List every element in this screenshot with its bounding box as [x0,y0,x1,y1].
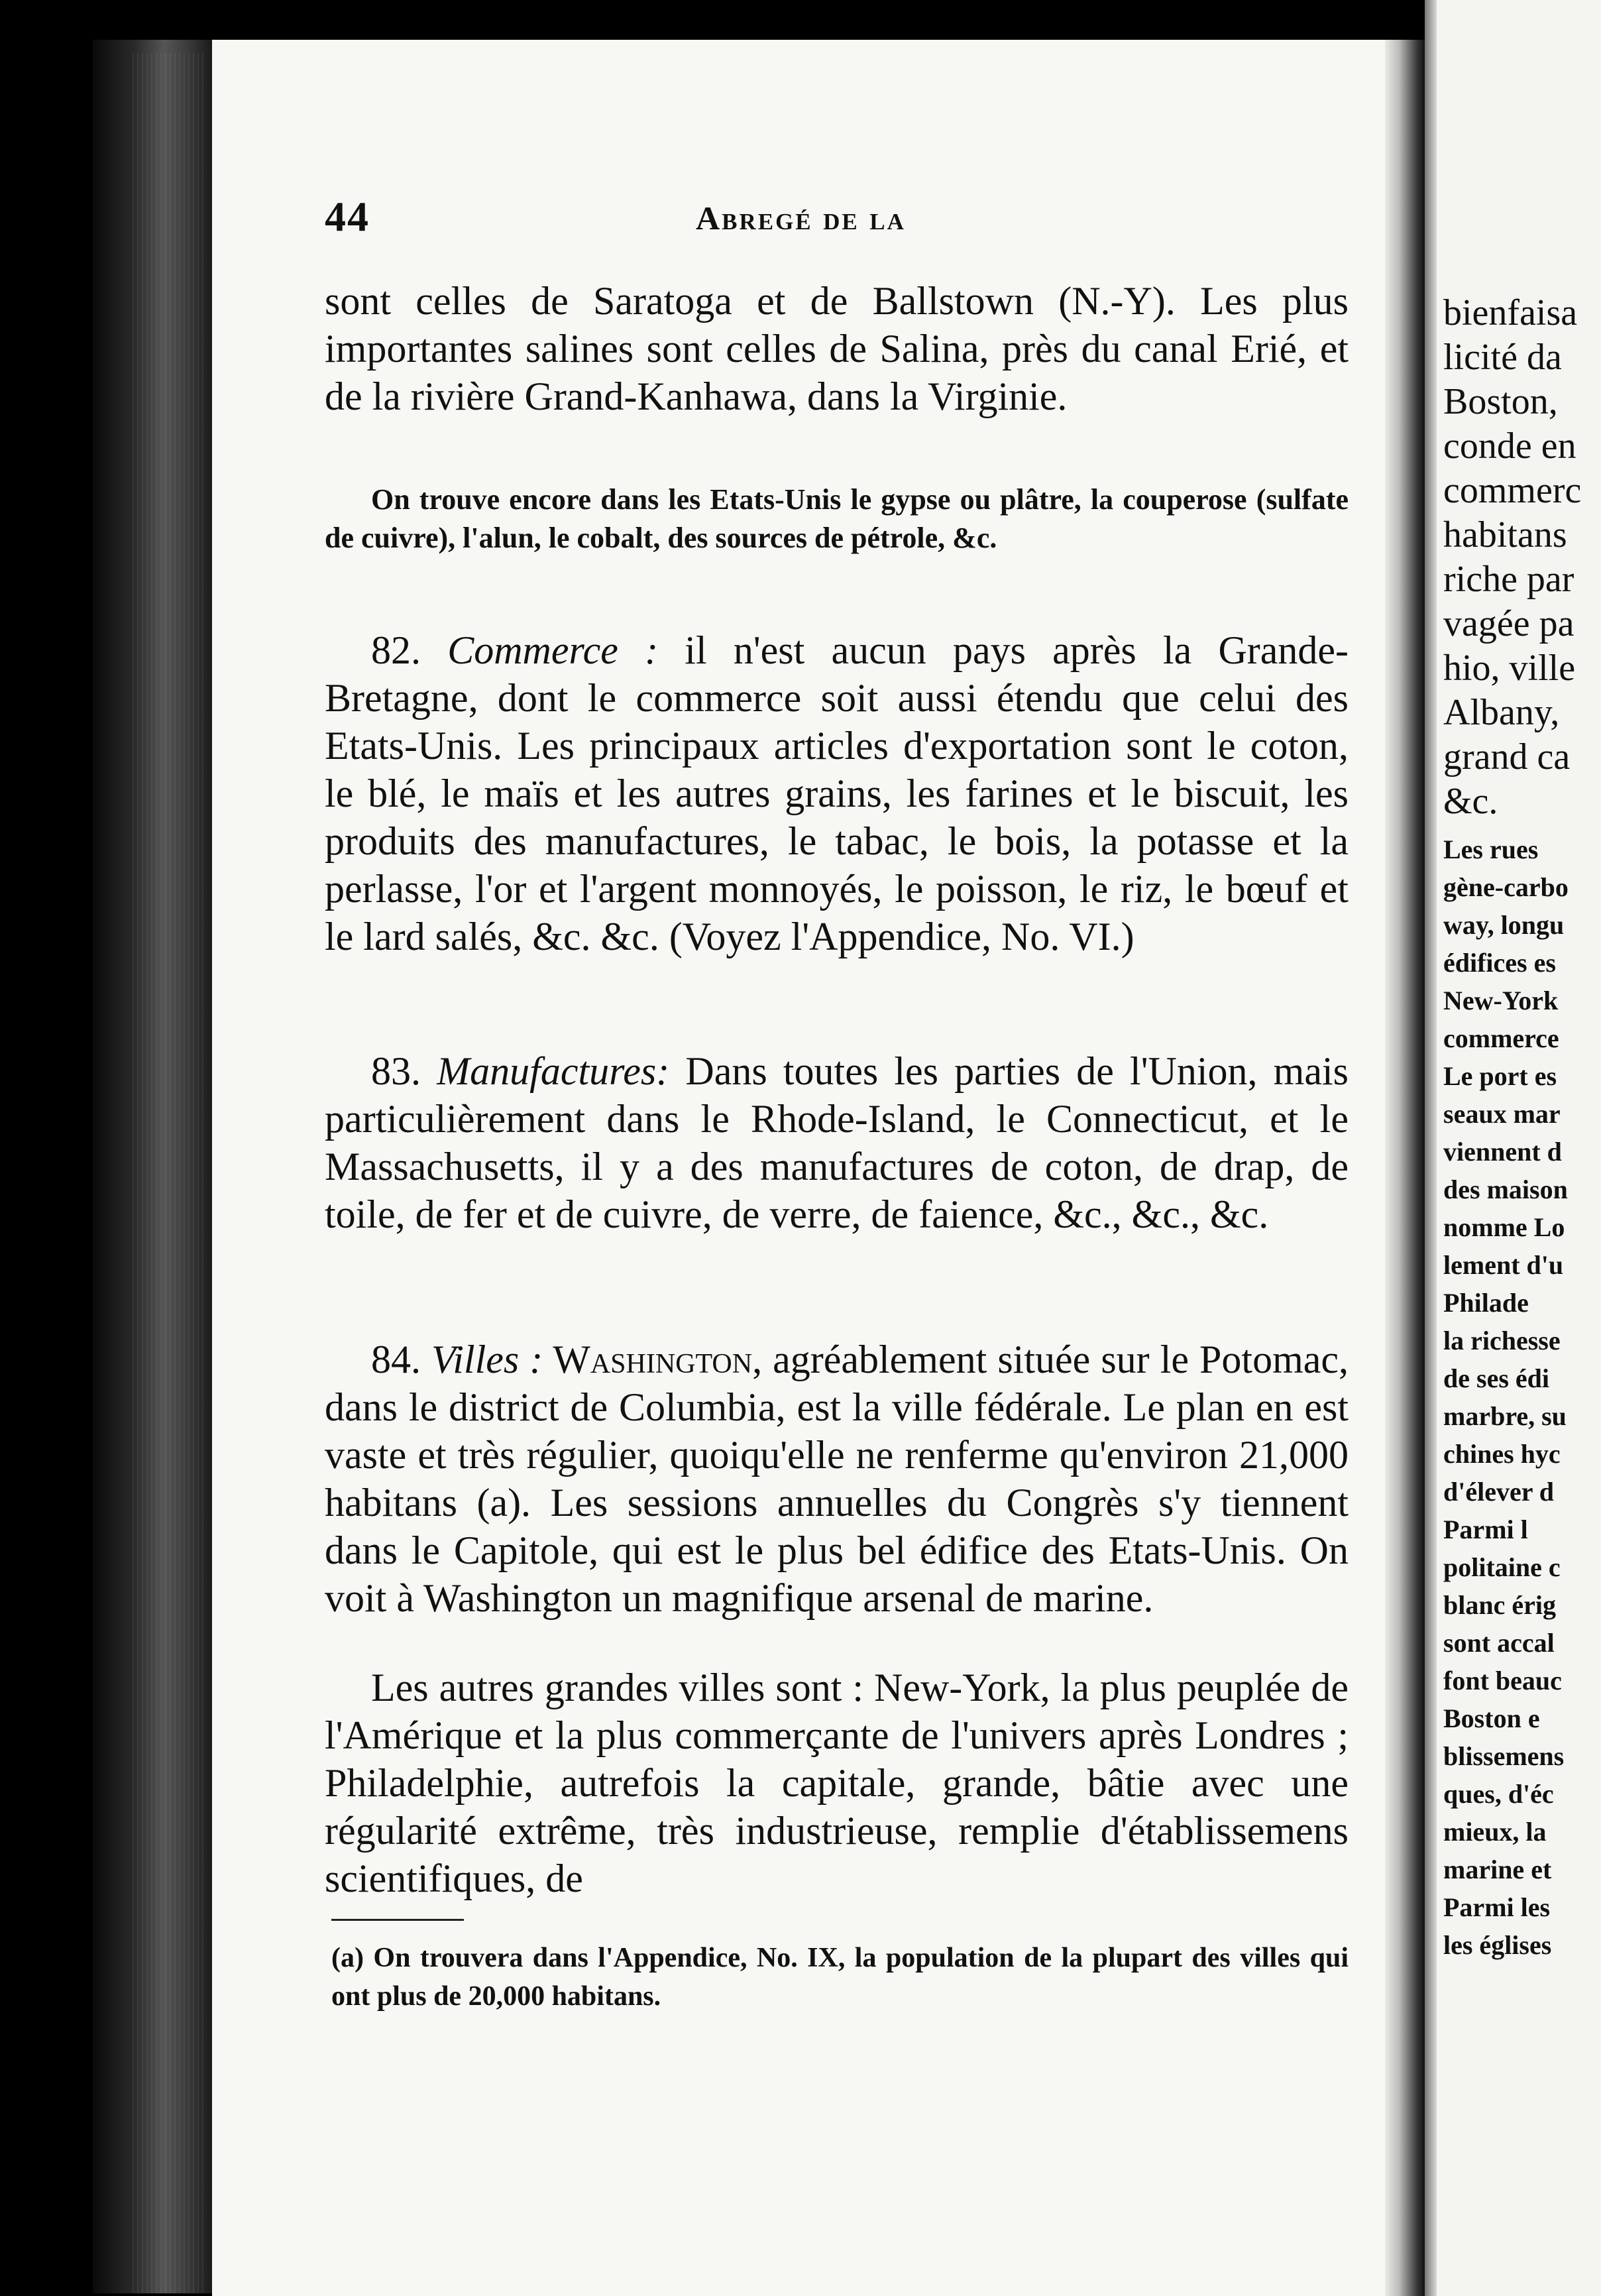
section-number: 83. [371,1049,421,1093]
city-name-washington: Washington, [543,1338,763,1381]
right-page-line: riche par [1443,559,1574,600]
right-page-line: seaux mar [1443,1099,1561,1129]
section-title: Villes : [431,1338,543,1381]
right-page-line: nomme Lo [1443,1212,1565,1242]
section-82-commerce [325,626,1349,960]
right-page-line: d'élever d [1443,1477,1555,1507]
footnote-rule [331,1919,464,1921]
right-page-line: les églises [1443,1930,1552,1960]
paragraph-other-cities [325,1664,1349,1902]
right-page-line: grand ca [1443,736,1571,777]
right-page-line: chines hyc [1443,1439,1561,1469]
section-text: il n'est aucun pays après la Grande-Bretagne, dont le commerce soit aussi étendu que celui des Etats-Unis. Les principaux articles d'exportation sont le coton, le blé, le maïs et les autres grains, les farines et le biscuit, les produits des manufactures, le tabac, le bois, la potasse et la perlasse, l'or et l'argent monnoyés, le poisson, le riz, le bœuf et le lard salés, &c. &c. (Voyez l'Appendice, No. VI.) [325,628,1349,958]
section-paragraph [325,1047,1349,1238]
right-page-line: Albany, [1443,692,1560,733]
right-page-line: Philade [1443,1288,1529,1318]
paragraph-text: sont celles de Saratoga et de Ballstown (N.-Y). Les plus importantes salines sont celles de Salina, près du canal Erié, et de la rivière Grand-Kanhawa, dans la Virginie. [325,279,1349,418]
paragraph-text: On trouve encore dans les Etats-Unis le gypse ou plâtre, la couperose (sulfate de cuivre), l'alun, le cobalt, des sources de pétrole, &c. [325,483,1349,554]
footnote: (a) On trouvera dans l'Appendice, No. IX, la population de la plupart des villes qui ont plus de 20,000 habitans. [331,1943,1349,2012]
right-page-line: Boston, [1443,381,1558,422]
right-page-line: Parmi les [1443,1892,1551,1922]
section-number: 84. [371,1338,421,1381]
right-page-line: New-York [1443,986,1559,1015]
paragraph-minerals [325,481,1349,557]
right-page-line: des maison [1443,1175,1568,1204]
right-page-line: &c. [1443,781,1498,822]
page-gutter-shadow [1385,40,1425,2296]
right-page-line: blissemens [1443,1741,1565,1771]
right-page-line: lement d'u [1443,1250,1564,1280]
right-page-line: Boston e [1443,1703,1540,1733]
section-84-villes [325,1336,1349,1622]
right-page-line: bienfaisa [1443,292,1578,333]
right-page-line: marine et [1443,1855,1552,1884]
right-page-line: politaine c [1443,1552,1561,1582]
right-page-line: Le port es [1443,1061,1557,1091]
running-head: Abregé de la [696,200,906,237]
section-text: agréablement située sur le Potomac, dans le district de Columbia, est la ville fédérale. Le plan en est vaste et très régulier, quoiqu'elle ne renferme qu'environ 21,000 habitans (a). Les sessions annuelles du Congrès s'y tiennent dans le Capitole, qui est le plus bel édifice des Etats-Unis. On voit à Washington un magnifique arsenal de marine. [325,1338,1349,1620]
right-page-line: gène-carbo [1443,872,1569,902]
section-paragraph [325,626,1349,960]
right-page-line: la richesse [1443,1326,1561,1355]
section-title: Commerce : [447,628,659,672]
right-page-line: hio, ville [1443,648,1576,689]
right-page-line: Parmi l [1443,1515,1528,1544]
right-page-shadow [1425,0,1437,2296]
right-page-line: vagée pa [1443,603,1574,644]
right-page-line: de ses édi [1443,1363,1549,1393]
paragraph-text: Les autres grandes villes sont : New-York, la plus peuplée de l'Amérique et la plus commerçante de l'univers après Londres ; Philadelphie, autrefois la capitale, grande, bâtie avec une régularité extrême, très industrieuse, remplie d'établissemens scientifiques, de [325,1666,1349,1900]
right-page-line: ques, d'éc [1443,1779,1554,1809]
section-paragraph [325,1336,1349,1622]
right-page-line: commerce [1443,1023,1559,1053]
section-83-manufactures [325,1047,1349,1238]
section-title: Manufactures: [437,1049,670,1093]
right-page-line: sont accal [1443,1628,1555,1658]
section-text: Dans toutes les parties de l'Union, mais particulièrement dans le Rhode-Island, le Connecticut, et le Massachusetts, il y a des manufactures de coton, de drap, de toile, de fer et de cuivre, de verre, de faience, &c., &c., &c. [325,1049,1349,1236]
right-page-line: mieux, la [1443,1817,1547,1847]
right-page-line: viennent d [1443,1137,1562,1167]
page-edges [133,53,205,2293]
right-page-line: conde en [1443,426,1576,467]
right-page-line: édifices es [1443,948,1556,978]
paragraph-springs [325,277,1349,420]
right-page-line: font beauc [1443,1666,1562,1695]
right-page-line: licité da [1443,337,1562,378]
right-page-line: commerc [1443,470,1582,511]
right-page-line: blanc érig [1443,1590,1556,1620]
page-number: 44 [325,193,370,240]
right-page-line: habitans [1443,514,1567,555]
right-page-line: Les rues [1443,834,1539,864]
right-page-line: way, longu [1443,910,1565,940]
section-number: 82. [371,628,421,672]
right-page-line: marbre, su [1443,1401,1567,1431]
